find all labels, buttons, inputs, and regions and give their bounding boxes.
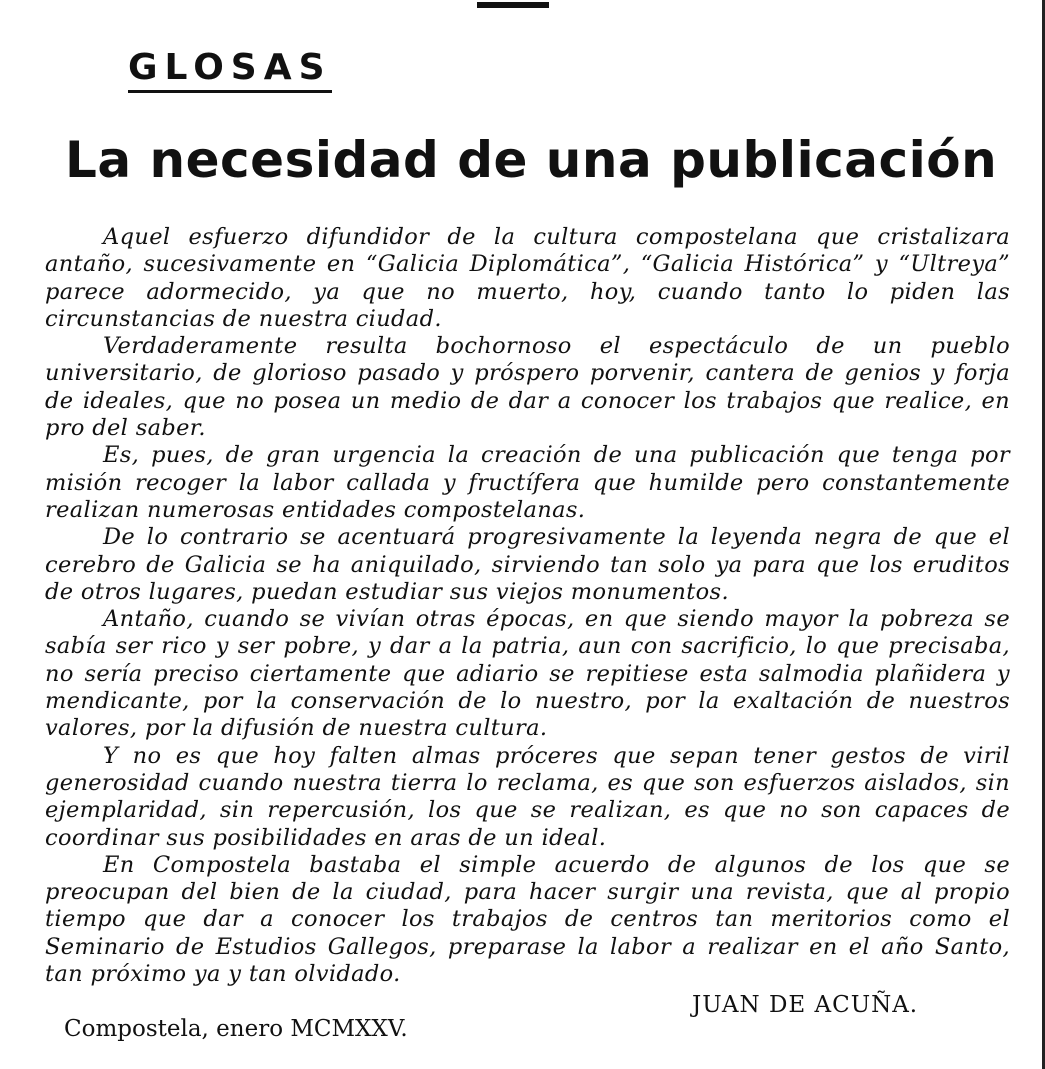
paragraph: Y no es que hoy falten almas próceres que sepan tener gestos de viril generosidad cuando nuestra tierra lo reclama, es que son esfuerzos aislados, sin ejemplaridad, sin repercusión, los que se realizan, es que no son capaces de coordinar sus posibilidades en aras de un ideal. <box>45 742 1010 851</box>
author-signature: JUAN DE ACUÑA. <box>692 992 919 1018</box>
article-body <box>45 224 1010 988</box>
top-rule <box>477 2 549 8</box>
paragraph: En Compostela bastaba el simple acuerdo de algunos de los que se preocupan del bien de la ciudad, para hacer surgir una revista, que al propio tiempo que dar a conocer los trabajos de centros tan meritorios como el Seminario de Estudios Gallegos, preparase la labor a realizar en el año Santo, tan próximo ya y tan olvidado. <box>45 851 1010 988</box>
paragraph: Es, pues, de gran urgencia la creación de una publicación que tenga por misión recoger la labor callada y fructífera que humilde pero constantemente realizan numerosas entidades compostelanas. <box>45 442 1010 523</box>
paragraph: Verdaderamente resulta bochornoso el espectáculo de un pueblo universitario, de glorioso pasado y próspero porvenir, cantera de genios y forja de ideales, que no posea un medio de dar a conocer los trabajos que realice, en pro del saber. <box>45 333 1010 442</box>
dateline: Compostela, enero MCMXXV. <box>64 1016 408 1042</box>
section-label: GLOSAS <box>128 46 332 93</box>
paragraph: Antaño, cuando se vivían otras épocas, en que siendo mayor la pobreza se sabía ser rico y ser pobre, y dar a la patria, aun con sacrificio, lo que precisaba, no sería preciso ciertamente que adiario se repitiese esta salmodia plañidera y mendicante, por la conservación de lo nuestro, por la exaltación de nuestros valores, por la difusión de nuestra cultura. <box>45 606 1010 742</box>
paragraph: De lo contrario se acentuará progresivamente la leyenda negra de que el cerebro de Galicia se ha aniquilado, sirviendo tan solo ya para que los eruditos de otros lugares, puedan estudiar sus viejos monumentos. <box>45 524 1010 605</box>
paragraph: Aquel esfuerzo difundidor de la cultura compostelana que cristalizara antaño, sucesivamente en “Galicia Diplomática”, “Galicia Histórica” y “Ultreya” parece adormecido, ya que no muerto, hoy, cuando tanto lo piden las circunstancias de nuestra ciudad. <box>45 224 1010 332</box>
headline: La necesidad de una publicación <box>65 131 998 189</box>
